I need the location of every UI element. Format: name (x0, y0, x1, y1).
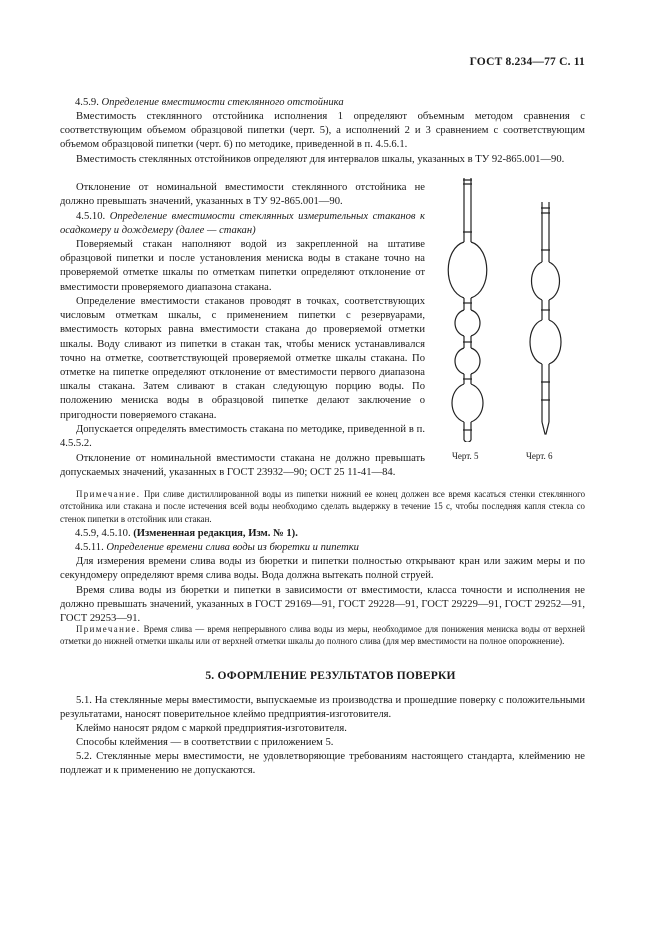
paragraph: Время слива воды из бюретки и пипетки в зависимости от вместимости, класса точности и исполнения не должно превышать значений, указанных в ГОСТ 29169—91, ГОСТ 29228—91, ГОСТ 29229—91, ГОСТ 29252—91, ГОСТ 29253—91. (60, 585, 585, 625)
section-4-5-11-heading (75, 541, 585, 555)
paragraph: Способы клеймения — в соответствии с приложением 5. (76, 737, 334, 748)
paragraph: 5.2. Стеклянные меры вместимости, не удовлетворяющие требованиям настоящего стандарта, клеймению не подлежат и к применению не допускаются. (60, 751, 585, 777)
note-label: Примечание. (76, 624, 141, 634)
paragraph: Отклонение от номинальной вместимости стакана не должно превышать допускаемых значений, указанных в ГОСТ 23932—90; ОСТ 25 11-41—84. (60, 453, 425, 479)
section-4-5-10-heading (60, 210, 425, 238)
section-number: 4.5.9. (75, 97, 99, 108)
paragraph: Поверяемый стакан наполняют водой из закрепленной на штативе образцовой пипетки и после установления мениска воды в стакане точно на проверяемой отметке шкалы по отметкам пипетки определяют отклонение от вместимости проверяемого диапазона стакана. (60, 239, 425, 293)
pipette-drawing-5 (448, 178, 487, 442)
section-number: 4.5.11. (75, 542, 104, 553)
section-title: Определение вместимости стеклянных измерительных стаканов к осадкомеру и дождемеру (далее — стакан) (60, 211, 425, 237)
pipette-drawing-6 (530, 202, 561, 434)
paragraph: Допускается определять вместимость стакана по методике, приведенной в п. 4.5.5.2. (60, 424, 425, 450)
paragraph: Определение вместимости стаканов проводят в точках, соответствующих числовым отметкам шкалы, с применением пипетки с резервуарами, вместимость которых равна вместимости стакана до проверяемой отметки шкалы. Воду сливают из пипетки в стакан так, чтобы мениск устанавливался точно на отметке, соответствующей проверяемой отметке шкалы стакана. По отметке на пипетке определяют отклонение от вместимости первого диапазона шкалы стакана. Затем сливают в стакан следующую порцию воды. По положению мениска воды в образцовой пипетке делают заключение о пригодности поверяемого стакана. (60, 296, 425, 421)
paragraph: 5.1. На стеклянные меры вместимости, выпускаемые из производства и прошедшие поверку с положительными результатами, наносят поверительное клеймо предприятия-изготовителя. (60, 695, 585, 721)
paragraph: Клеймо наносят рядом с маркой предприятия-изготовителя. (76, 723, 347, 734)
paragraph: Отклонение от номинальной вместимости стеклянного отстойника не должно превышать значений, указанных в ТУ 92-865.001—90. (60, 182, 425, 208)
figure-6-caption: Черт. 6 (526, 451, 553, 461)
note-text: При сливе дистиллированной воды из пипетки нижний ее конец должен все время касаться стенки стеклянного отстойника или стакана и после истечения всей воды необходимо сделать выдержку в течение 15 с, чтобы последняя капля стекла со стенок пипетки в отстойник или стакан. (60, 489, 586, 524)
paragraph: Вместимость стеклянных отстойников определяют для интервалов шкалы, указанных в ТУ 92-865.001—90. (76, 154, 565, 165)
figure-5-caption: Черт. 5 (452, 451, 479, 461)
note-label: Примечание. (76, 489, 141, 499)
amendment-line (75, 527, 585, 541)
section-title: Определение времени слива воды из бюретки и пипетки (106, 542, 359, 553)
amendment-text: (Измененная редакция, Изм. № 1). (133, 528, 298, 539)
section-4-5-9-heading (75, 96, 585, 110)
paragraph: Для измерения времени слива воды из бюретки и пипетки полностью открывают кран или зажим меры и по секундомеру определяют время слива воды. Вода должна вытекать полной струей. (60, 556, 585, 582)
section-5-title: 5. ОФОРМЛЕНИЕ РЕЗУЛЬТАТОВ ПОВЕРКИ (205, 670, 456, 682)
note-2 (60, 623, 585, 648)
pipette-figures (440, 172, 585, 442)
note-text: Время слива — время непрерывного слива воды из меры, необходимое для понижения мениска воды от верхней отметки до нижней отметки шкалы или от верхней отметки шкалы до полного слива (для мер вместимости на полное опорожнение). (60, 624, 586, 647)
note-1 (60, 488, 585, 525)
page-header: ГОСТ 8.234—77 С. 11 (469, 56, 585, 68)
section-number: 4.5.10. (76, 211, 106, 222)
amendment-number: 4.5.9, 4.5.10. (75, 528, 131, 539)
section-title: Определение вместимости стеклянного отстойника (101, 97, 344, 108)
paragraph: Вместимость стеклянного отстойника исполнения 1 определяют объемным методом сравнения с соответствующим объемом образцовой пипетки (черт. 5), а исполнений 2 и 3 сравнением с соответствующим объемом образцовой пипетки (черт. 6) по методике, приведенной в п. 4.5.6.1. (60, 111, 585, 151)
